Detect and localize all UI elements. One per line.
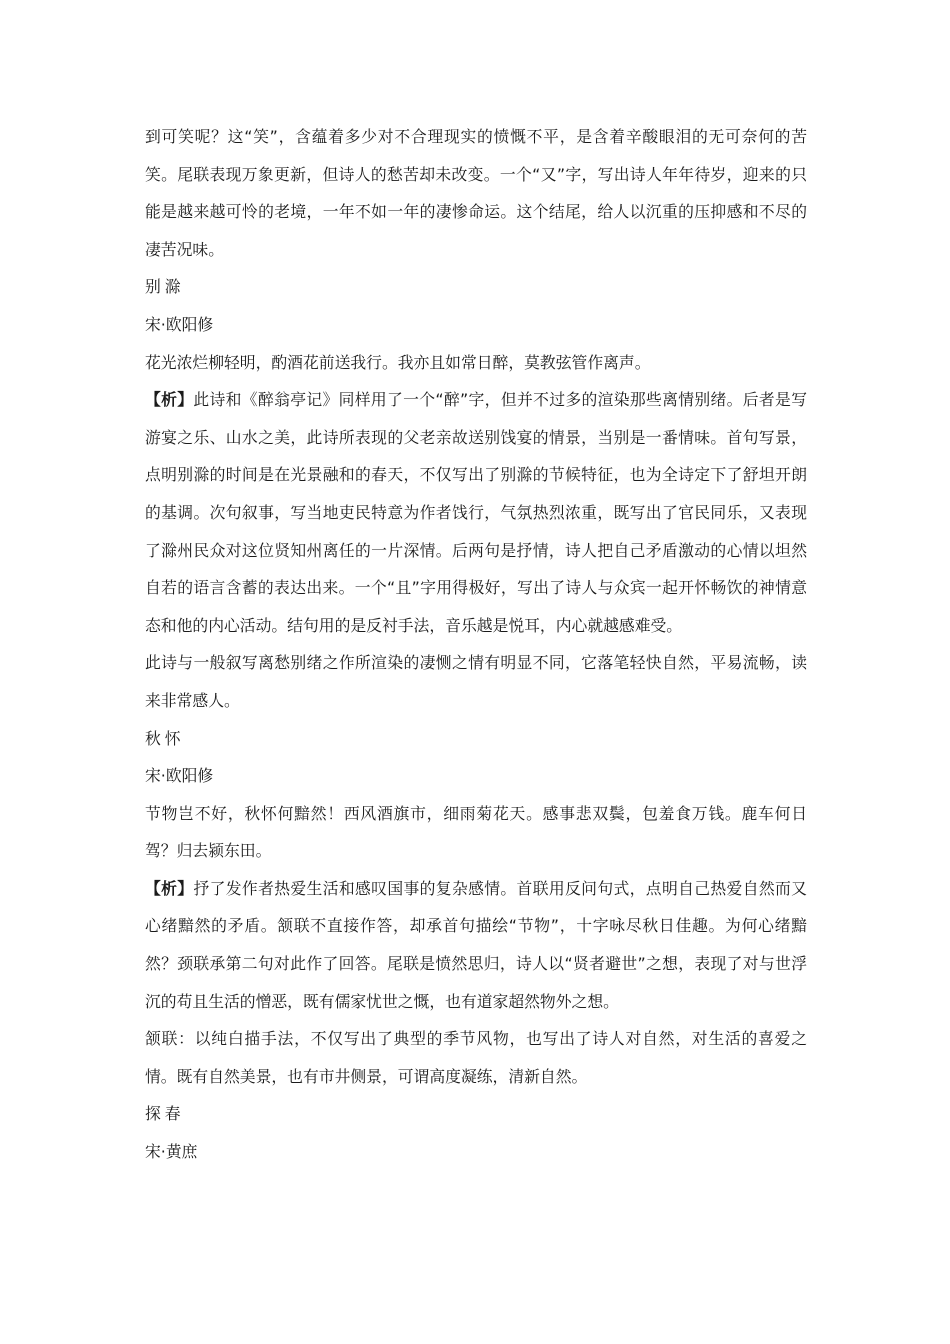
- analysis-paragraph: [145, 381, 807, 644]
- commentary-paragraph: 颔联：以纯白描手法，不仅写出了典型的季节风物，也写出了诗人对自然，对生活的喜爱之情。既有自然美景，也有市井侧景，可谓高度凝练，清新自然。: [145, 1029, 807, 1086]
- analysis-paragraph: [145, 870, 807, 1020]
- analysis-tag: 【析】: [145, 390, 194, 410]
- analysis-text: 抒了发作者热爱生活和感叹国事的复杂感情。首联用反问句式，点明自己热爱自然而又心绪黯然的矛盾。颔联不直接作答，却承首句描绘“节物”，十字咏尽秋日佳趣。为何心绪黯然？颈联承第二句对此作了回答。尾联是愤然思归，诗人以“贤者避世”之想，表现了对与世浮沉的苟且生活的憎恶，既有儒家忧世之慨，也有道家超然物外之想。: [145, 878, 807, 1011]
- poem-author: 宋·欧阳修: [145, 766, 214, 786]
- poem-author: 宋·欧阳修: [145, 314, 214, 334]
- poem-author: 宋·黄庶: [145, 1142, 198, 1162]
- poem-title-tan-chun: 探春: [145, 1104, 185, 1124]
- analysis-text: 此诗和《醉翁亭记》同样用了一个“醉”字，但并不过多的渲染那些离情别绪。后者是写游宴之乐、山水之美，此诗所表现的父老亲故送别饯宴的情景，当别是一番情味。首句写景，点明别滁的时间是在光景融和的春天，不仅写出了别滁的节候特征，也为全诗定下了舒坦开朗的基调。次句叙事，写当地吏民特意为作者饯行，气氛热烈浓重，既写出了官民同乐，又表现了滁州民众对这位贤知州离任的一片深情。后两句是抒情，诗人把自己矛盾激动的心情以坦然自若的语言含蓄的表达出来。一个“且”字用得极好，写出了诗人与众宾一起开怀畅饮的神情意态和他的内心活动。结句用的是反衬手法，音乐越是悦耳，内心就越感难受。: [145, 390, 807, 635]
- poem-title-qiu-huai: 秋怀: [145, 728, 185, 748]
- document-page: [145, 118, 807, 1171]
- poem-text: 节物岂不好，秋怀何黯然！西风酒旗市，细雨菊花天。感事悲双鬓，包羞食万钱。鹿车何日驾？归去颍东田。: [145, 803, 807, 861]
- poem-text: 花光浓烂柳轻明，酌酒花前送我行。我亦且如常日醉，莫教弦管作离声。: [145, 352, 651, 372]
- poem-title-bie-chu: 别滁: [145, 277, 185, 297]
- analysis-tag: 【析】: [145, 878, 194, 898]
- analysis-continuation-paragraph: 到可笑呢？这“笑”，含蕴着多少对不合理现实的愤慨不平，是含着辛酸眼泪的无可奈何的苦笑。尾联表现万象更新，但诗人的愁苦却未改变。一个“又”字，写出诗人年年待岁，迎来的只能是越来越可怜的老境，一年不如一年的凄惨命运。这个结尾，给人以沉重的压抑感和不尽的凄苦况味。: [145, 127, 807, 259]
- commentary-paragraph: 此诗与一般叙写离愁别绪之作所渲染的凄恻之情有明显不同，它落笔轻快自然，平易流畅，读来非常感人。: [145, 653, 807, 710]
